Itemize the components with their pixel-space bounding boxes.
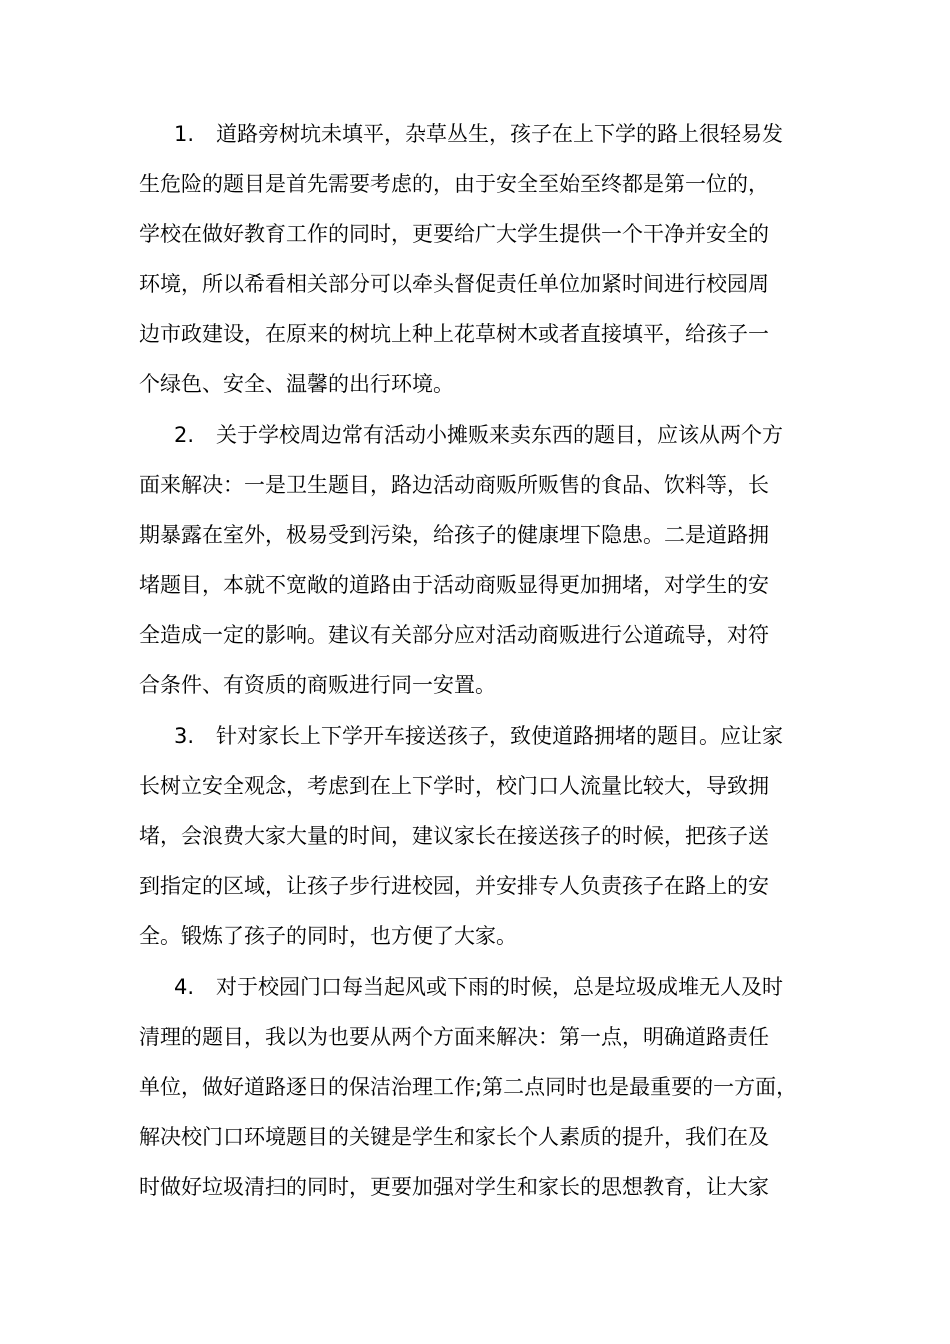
paragraph-1-line-3: 学校在做好教育工作的同时，更要给广大学生提供一个干净并安全的 [139, 222, 769, 246]
paragraph-3-line-1 [174, 718, 874, 754]
paragraph-3-number: 3. [174, 724, 195, 748]
paragraph-4-line-2: 清理的题目，我以为也要从两个方面来解决：第一点，明确道路责任 [139, 1025, 769, 1049]
paragraph-3-line-3: 堵，会浪费大家大量的时间，建议家长在接送孩子的时候，把孩子送 [139, 824, 769, 848]
paragraph-2-number: 2. [174, 423, 195, 447]
paragraph-1-number: 1. [174, 122, 195, 146]
paragraph-4-number: 4. [174, 975, 195, 999]
paragraph-4-line-5: 时做好垃圾清扫的同时，更要加强对学生和家长的思想教育，让大家 [139, 1175, 769, 1199]
paragraph-4-line-1 [174, 969, 874, 1005]
paragraph-2-line-1 [174, 417, 874, 453]
paragraph-2-line-5: 全造成一定的影响。建议有关部分应对活动商贩进行公道疏导，对符 [139, 623, 769, 647]
paragraph-3-line-4: 到指定的区域，让孩子步行进校园，并安排专人负责孩子在路上的安 [139, 874, 769, 898]
paragraph-3-text-1: 针对家长上下学开车接送孩子，致使道路拥堵的题目。应让家 [216, 724, 783, 748]
paragraph-1-line-6: 个绿色、安全、温馨的出行环境。 [139, 372, 454, 396]
paragraph-2-text-1: 关于学校周边常有活动小摊贩来卖东西的题目，应该从两个方 [216, 423, 783, 447]
paragraph-4-line-3: 单位，做好道路逐日的保洁治理工作;第二点同时也是最重要的一方面， [139, 1075, 798, 1099]
paragraph-2-line-4: 堵题目，本就不宽敞的道路由于活动商贩显得更加拥堵，对学生的安 [139, 573, 769, 597]
paragraph-1-text-1: 道路旁树坑未填平，杂草丛生，孩子在上下学的路上很轻易发 [216, 122, 783, 146]
paragraph-1-line-2: 生危险的题目是首先需要考虑的，由于安全至始至终都是第一位的， [139, 172, 769, 196]
paragraph-3-line-2: 长树立安全观念，考虑到在上下学时，校门口人流量比较大，导致拥 [139, 774, 769, 798]
paragraph-1-line-1 [174, 116, 874, 152]
paragraph-1-line-5: 边市政建设，在原来的树坑上种上花草树木或者直接填平，给孩子一 [139, 322, 769, 346]
paragraph-4-text-1: 对于校园门口每当起风或下雨的时候，总是垃圾成堆无人及时 [216, 975, 783, 999]
paragraph-2-line-6: 合条件、有资质的商贩进行同一安置。 [139, 673, 496, 697]
paragraph-2-line-2: 面来解决：一是卫生题目，路边活动商贩所贩售的食品、饮料等，长 [139, 473, 769, 497]
paragraph-1-line-4: 环境，所以希看相关部分可以牵头督促责任单位加紧时间进行校园周 [139, 272, 769, 296]
paragraph-3-line-5: 全。锻炼了孩子的同时，也方便了大家。 [139, 924, 517, 948]
paragraph-2-line-3: 期暴露在室外，极易受到污染，给孩子的健康埋下隐患。二是道路拥 [139, 523, 769, 547]
paragraph-4-line-4: 解决校门口环境题目的关键是学生和家长个人素质的提升，我们在及 [139, 1125, 769, 1149]
